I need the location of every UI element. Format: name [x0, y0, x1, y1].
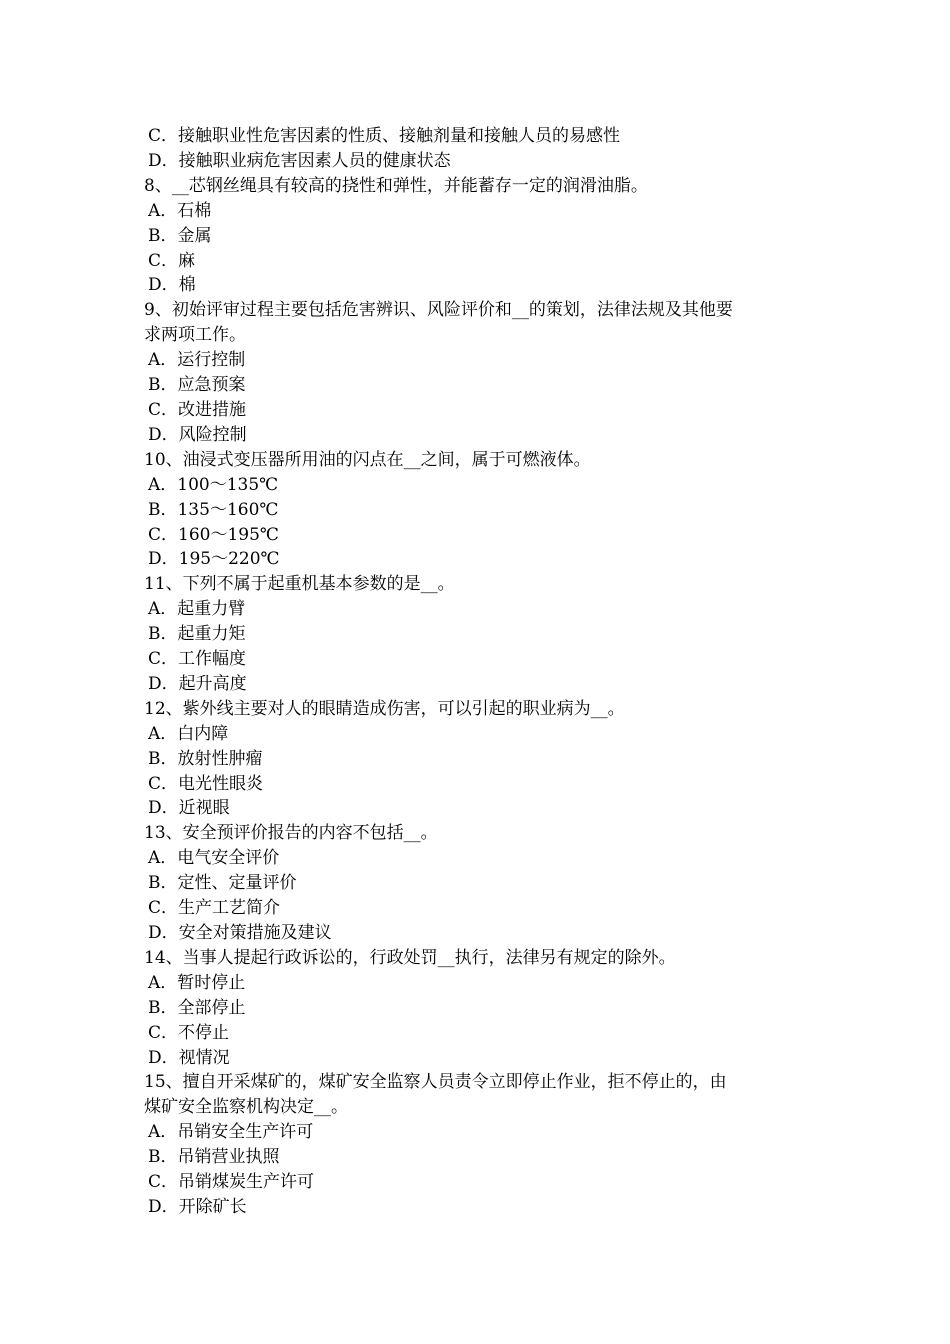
answer-option: D．起升高度 [148, 673, 247, 694]
answer-option: B．135～160℃ [148, 499, 279, 520]
answer-option: C．接触职业性危害因素的性质、接触剂量和接触人员的易感性 [148, 126, 621, 146]
question-text: 10、油浸式变压器所用油的闪点在__之间，属于可燃液体。 [144, 449, 591, 470]
answer-option: A．吊销安全生产许可 [148, 1122, 314, 1143]
answer-option: B．吊销营业执照 [148, 1147, 280, 1168]
answer-option: D．棉 [148, 275, 196, 296]
answer-option: A．石棉 [148, 200, 212, 221]
answer-option: D．接触职业病危害因素人员的健康状态 [148, 150, 451, 171]
answer-option: C．工作幅度 [148, 649, 247, 670]
question-text: 14、当事人提起行政诉讼的，行政处罚__执行，法律另有规定的除外。 [144, 947, 676, 968]
question-list [144, 124, 814, 1220]
answer-option: D．195～220℃ [148, 549, 280, 570]
answer-option: C．生产工艺简介 [148, 898, 281, 919]
answer-option: A．起重力臂 [148, 599, 246, 620]
question-text: 15、擅自开采煤矿的，煤矿安全监察人员责令立即停止作业，拒不停止的，由 [144, 1072, 727, 1093]
answer-option: C．电光性眼炎 [148, 773, 264, 794]
answer-option: B．定性、定量评价 [148, 873, 297, 894]
answer-option: B．放射性肿瘤 [148, 748, 263, 769]
answer-option: A．100～135℃ [148, 474, 279, 495]
answer-option: C．160～195℃ [148, 524, 279, 545]
answer-option: C．麻 [148, 250, 196, 271]
question-text: 8、__芯钢丝绳具有较高的挠性和弹性，并能蓄存一定的润滑油脂。 [144, 175, 648, 196]
answer-option: B．起重力矩 [148, 624, 246, 645]
answer-option: C．不停止 [148, 1022, 230, 1043]
answer-option: B．应急预案 [148, 375, 246, 396]
answer-option: C．吊销煤炭生产许可 [148, 1172, 315, 1193]
answer-option: D．近视眼 [148, 798, 230, 819]
answer-option: D．安全对策措施及建议 [148, 923, 332, 943]
question-text: 9、初始评审过程主要包括危害辨识、风险评价和__的策划，法律法规及其他要 [144, 300, 733, 321]
answer-option: B．全部停止 [148, 997, 246, 1018]
question-text: 煤矿安全监察机构决定__。 [144, 1097, 348, 1118]
question-text: 12、紫外线主要对人的眼睛造成伤害，可以引起的职业病为__。 [144, 698, 625, 719]
answer-option: D．开除矿长 [148, 1196, 247, 1217]
answer-option: A．运行控制 [148, 350, 246, 371]
answer-option: A．白内障 [148, 723, 229, 744]
question-text: 13、安全预评价报告的内容不包括__。 [144, 823, 438, 844]
question-text: 11、下列不属于起重机基本参数的是__。 [144, 574, 455, 595]
answer-option: A．电气安全评价 [148, 848, 280, 869]
answer-option: A．暂时停止 [148, 972, 246, 993]
answer-option: C．改进措施 [148, 399, 247, 420]
question-text: 求两项工作。 [144, 325, 246, 346]
answer-option: D．视情况 [148, 1047, 230, 1068]
answer-option: B．金属 [148, 225, 212, 246]
answer-option: D．风险控制 [148, 424, 247, 445]
